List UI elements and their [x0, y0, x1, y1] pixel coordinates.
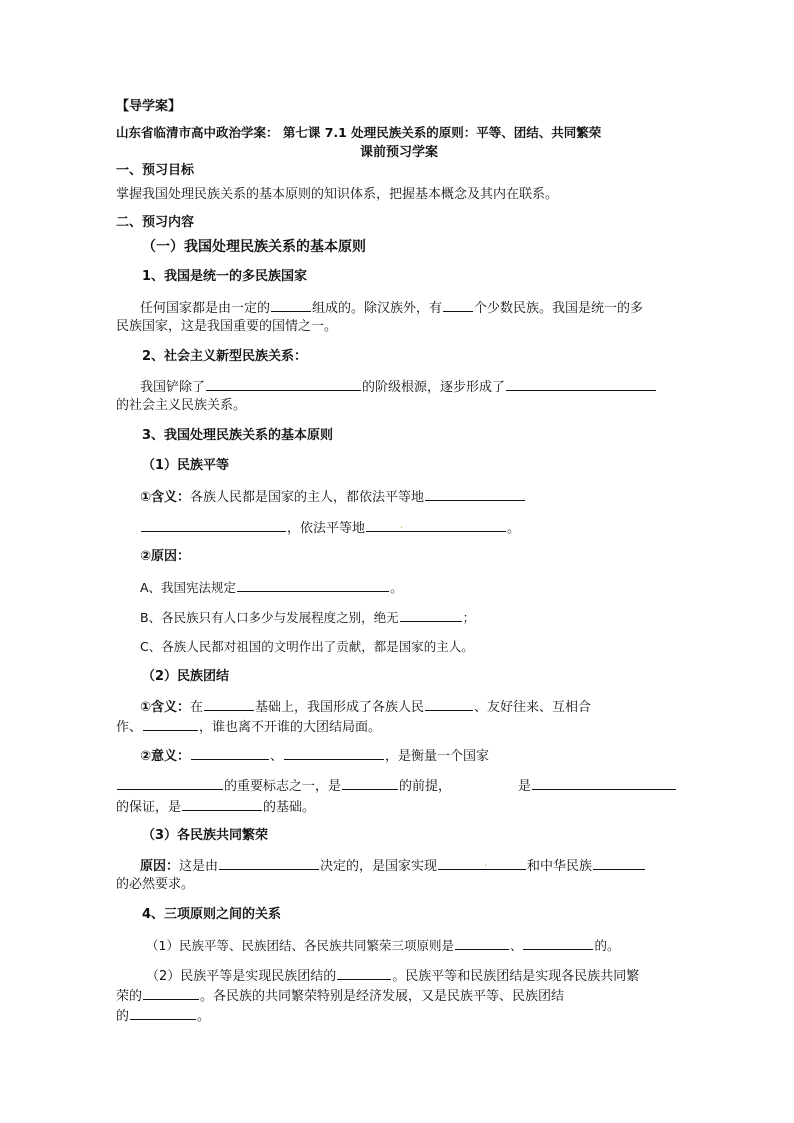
- text-segment: B、各民族只有人口多少与发展程度之别，绝无: [140, 610, 399, 625]
- text-segment: 的基础。: [263, 800, 316, 815]
- text-segment: ，依法平等地: [287, 521, 366, 536]
- text-segment: （2）民族平等是实现民族团结的: [146, 969, 337, 984]
- text-segment: 、: [509, 938, 523, 953]
- doc-title: 山东省临清市高中政治学案： 第七课 7.1 处理民族关系的原则：平等、团结、共同繁荣: [116, 125, 602, 140]
- item-heading: 4、三项原则之间的关系: [142, 907, 282, 922]
- blank-field[interactable]: [237, 578, 389, 592]
- text-segment: 。民族平等和民族团结是实现各民族共同繁: [392, 969, 640, 984]
- label: ②意义：: [140, 749, 191, 764]
- text-segment: 我国铲除了: [140, 380, 206, 395]
- blank-field[interactable]: [141, 518, 286, 532]
- fill-line: [518, 776, 677, 796]
- item-heading: 1、我国是统一的多民族国家: [142, 269, 308, 284]
- sub-heading: （2）民族团结: [142, 669, 230, 684]
- blank-field[interactable]: [443, 298, 473, 312]
- text-segment: （1）民族平等、民族团结、各民族共同繁荣三项原则是: [146, 938, 454, 953]
- fill-line: [146, 936, 620, 955]
- blank-field[interactable]: [523, 936, 593, 950]
- text-segment: 决定的，是国家实现: [320, 859, 438, 874]
- text-segment: 的阶级根源，逐步形成了: [362, 380, 506, 395]
- text-segment: 基础上，我国形成了各族人民: [255, 700, 425, 715]
- fill-line: [140, 697, 591, 717]
- fill-line: [140, 487, 526, 507]
- text-segment: 荣的: [116, 989, 143, 1004]
- fill-line: [116, 986, 564, 1006]
- blank-field[interactable]: [532, 776, 676, 790]
- stray-dot: ·: [484, 861, 488, 872]
- fill-line: [116, 797, 315, 817]
- fill-line: [146, 966, 639, 986]
- blank-field[interactable]: [191, 746, 269, 760]
- text-segment: 个少数民族。我国是统一的多: [474, 301, 644, 316]
- sub-heading: （3）各民族共同繁荣: [142, 828, 269, 843]
- text-segment: 。各民族的共同繁荣特别是经济发展，又是民族平等、民族团结: [200, 989, 565, 1004]
- label: ①含义：: [140, 700, 191, 715]
- part-heading: （一）我国处理民族关系的基本原则: [142, 239, 366, 255]
- text-segment: 各族人民都是国家的主人，都依法平等地: [190, 490, 425, 505]
- blank-field[interactable]: [182, 797, 262, 811]
- text-segment: 是: [518, 779, 532, 794]
- text-segment: 的前提，: [399, 779, 452, 794]
- blank-field[interactable]: [425, 487, 525, 501]
- blank-field[interactable]: [204, 697, 254, 711]
- fill-line: [140, 298, 643, 318]
- paragraph: 的必然要求。: [116, 877, 195, 892]
- blank-field[interactable]: [593, 856, 645, 870]
- blank-field[interactable]: [438, 856, 526, 870]
- doc-subtitle: 课前预习学案: [360, 145, 439, 160]
- blank-field[interactable]: [143, 717, 198, 731]
- label: 原因：: [140, 859, 180, 874]
- blank-field[interactable]: [219, 856, 319, 870]
- blank-field[interactable]: [455, 936, 509, 950]
- fill-line: [116, 717, 381, 737]
- paragraph: C、各族人民都对祖国的文明作出了贡献，都是国家的主人。: [140, 639, 474, 654]
- text-segment: ；: [462, 610, 476, 625]
- text-segment: 、友好往来、互相合: [474, 700, 592, 715]
- text-segment: 。: [197, 1009, 211, 1024]
- fill-line: [116, 776, 451, 796]
- blank-field[interactable]: [271, 298, 311, 312]
- text-segment: A、我国宪法规定: [140, 580, 237, 595]
- text-segment: ，谁也离不开谁的大团结局面。: [199, 720, 382, 735]
- fill-line: [140, 856, 646, 876]
- blank-field[interactable]: [506, 377, 656, 391]
- fill-line: [140, 608, 475, 627]
- blank-field[interactable]: [284, 746, 384, 760]
- fill-line: [116, 1006, 210, 1026]
- text-segment: 作、: [116, 720, 143, 735]
- doc-tag: 【导学案】: [116, 99, 182, 114]
- section-heading: 二、预习内容: [116, 215, 195, 230]
- blank-field[interactable]: [425, 697, 473, 711]
- stray-dot: ·: [400, 523, 404, 534]
- blank-field[interactable]: [366, 518, 506, 532]
- text-segment: 组成的。除汉族外，有: [312, 301, 443, 316]
- text-segment: ，是衡量一个国家: [385, 749, 490, 764]
- fill-line: [140, 518, 520, 538]
- paragraph: 的社会主义民族关系。: [116, 398, 247, 413]
- section-heading: 一、预习目标: [116, 163, 195, 178]
- blank-field[interactable]: [206, 377, 361, 391]
- text-segment: 和中华民族: [527, 859, 593, 874]
- label: ①含义：: [140, 490, 191, 505]
- item-heading: 2、社会主义新型民族关系：: [142, 349, 308, 364]
- text-segment: 在: [190, 700, 204, 715]
- fill-line: [140, 746, 489, 766]
- blank-field[interactable]: [337, 966, 391, 980]
- text-segment: 、: [270, 749, 284, 764]
- text-segment: 这是由: [179, 859, 219, 874]
- item-heading: 3、我国处理民族关系的基本原则: [142, 428, 334, 443]
- fill-line: [140, 578, 403, 597]
- blank-field[interactable]: [143, 986, 199, 1000]
- sub-heading: （1）民族平等: [142, 458, 230, 473]
- paragraph: 掌握我国处理民族关系的基本原则的知识体系，把握基本概念及其内在联系。: [116, 187, 559, 202]
- text-segment: 的重要标志之一，是: [224, 779, 342, 794]
- text-segment: 。: [390, 580, 403, 595]
- blank-field[interactable]: [117, 776, 223, 790]
- paragraph: 民族国家，这是我国重要的国情之一。: [116, 319, 338, 334]
- text-segment: 的: [116, 1009, 130, 1024]
- blank-field[interactable]: [342, 776, 398, 790]
- text-segment: 。: [507, 521, 521, 536]
- blank-field[interactable]: [130, 1006, 196, 1020]
- fill-line: [140, 377, 657, 397]
- label: ②原因：: [140, 549, 191, 564]
- text-segment: 的保证，是: [116, 800, 182, 815]
- text-segment: 任何国家都是由一定的: [140, 301, 271, 316]
- text-segment: 的。: [594, 938, 620, 953]
- blank-field[interactable]: [400, 608, 462, 622]
